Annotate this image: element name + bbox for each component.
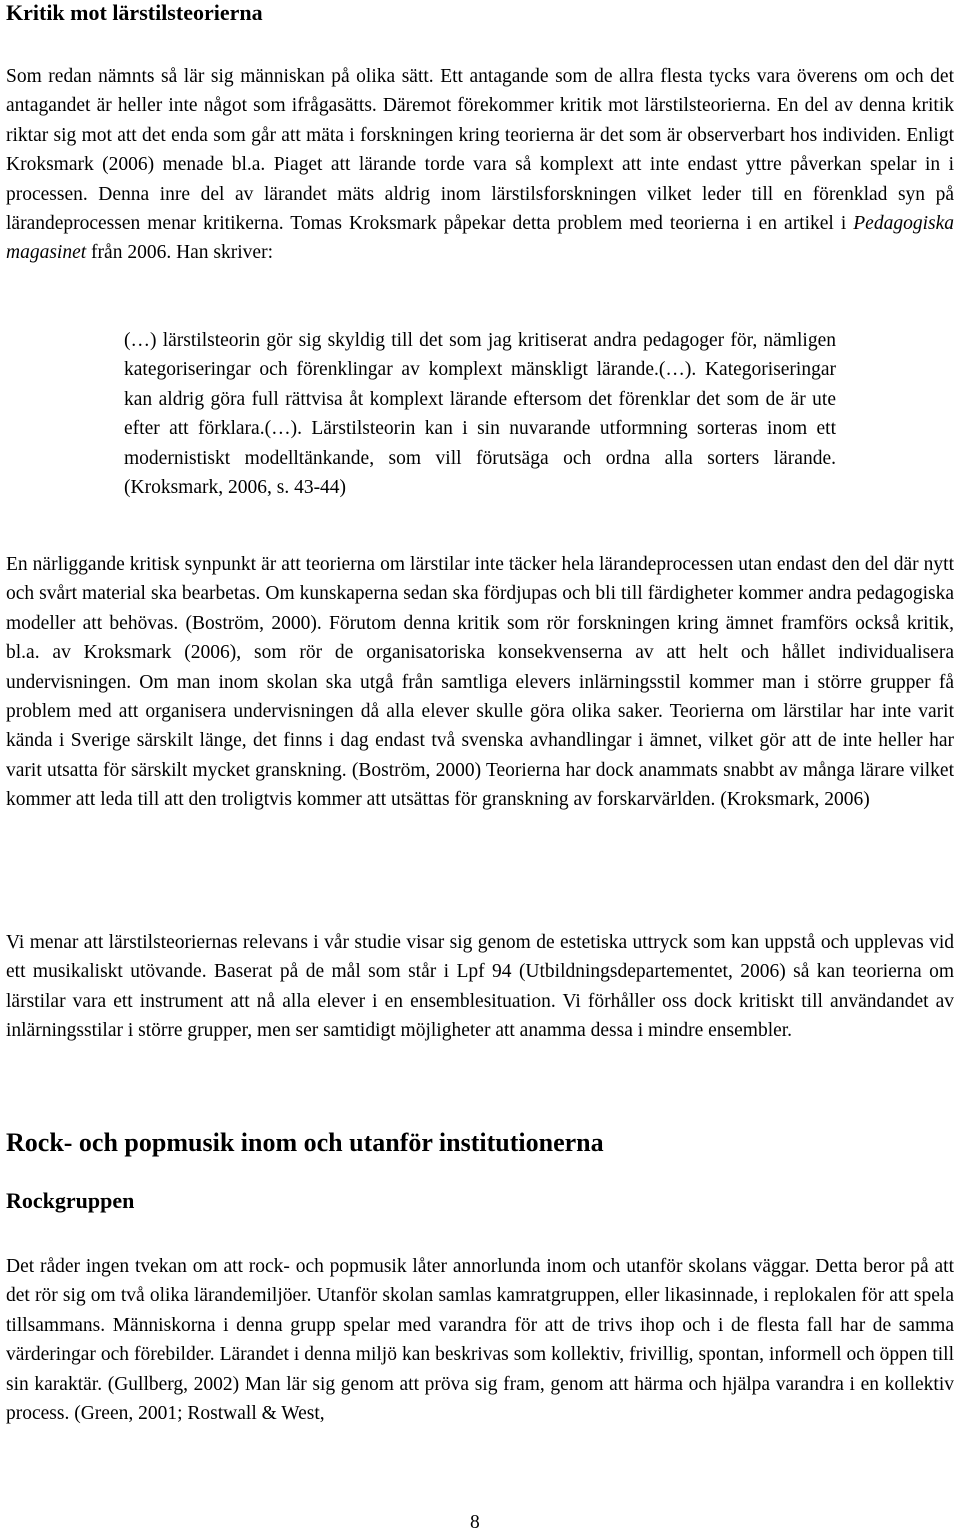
subsection-heading: Rockgruppen: [6, 1188, 135, 1213]
paragraph-relevance: Vi menar att lärstilsteoriernas relevans i vår studie visar sig genom de estetiska uttryck som kan uppstå och upplevas vid ett musikaliskt utövande. Baserat på de mål som står i Lpf 94 (Utbildningsdepartementet, 2006) så kan teorierna om lärstilar vara ett instrument att nå alla elever i en ensemblesituation. Vi förhåller oss dock kritiskt till användandet av inlärningsstilar i större grupper, men ser samtidigt möjligheter att anamma dessa i mindre ensembler.: [6, 932, 954, 1042]
chapter-heading: Rock- och popmusik inom och utanför institutionerna: [6, 1128, 604, 1157]
paragraph-criticism-text-a: Som redan nämnts så lär sig människan på olika sätt. Ett antagande som de allra flesta tycks vara överens om och det antagandet är heller inte något som ifrågasätts. Däremot förekommer kritik mot lärstilsteorierna. En del av denna kritik riktar sig mot att det enda som går att mäta i forskningen kring teorierna är det som är observerbart hos individen. Enligt Kroksmark (2006) menade bl.a. Piaget att lärande torde vara så komplext att inte endast yttre påverkan spelar in i processen. Denna inre del av lärandet mäts aldrig inom lärstilsforskningen vilket leder till en förenklad syn på lärandeprocessen menar kritikerna. Tomas Kroksmark påpekar detta problem med teorierna i en artikel i: [6, 66, 954, 235]
journal-title: Pedagogiska magasinet: [6, 213, 954, 264]
paragraph-criticism-text-b: från 2006. Han skriver:: [86, 242, 273, 264]
page-number: 8: [470, 1512, 480, 1533]
paragraph-criticism: [6, 62, 954, 268]
paragraph-rock-group: Det råder ingen tvekan om att rock- och popmusik låter annorlunda inom och utanför skolans väggar. Detta beror på att det rör sig om två olika lärandemiljöer. Utanför skolan samlas kamratgruppen, eller likasinnade, i replokalen för att spela tillsammans. Människorna i denna grupp spelar med varandra för att de trivs ihop och i de flesta fall har de samma värderingar och förebilder. Lärandet i denna miljö kan beskrivas som kollektiv, frivillig, spontan, informell och öppen till sin karaktär. (Gullberg, 2002) Man lär sig genom att pröva sig fram, genom att härma och hjälpa varandra i en kollektiv process. (Green, 2001; Rostwall & West,: [6, 1256, 954, 1425]
section-heading: Kritik mot lärstilsteorierna: [6, 0, 263, 25]
paragraph-related-critique: En närliggande kritisk synpunkt är att teorierna om lärstilar inte täcker hela lärandeprocessen utan endast den del där nytt och svårt material ska bearbetas. Om kunskaperna sedan ska fördjupas och bli till färdigheter kommer andra pedagogiska modeller att behövas. (Boström, 2000). Förutom denna kritik som rör forskningen kring ämnet framförs också kritik, bl.a. av Kroksmark (2006), som rör de organisatoriska konsekvenserna av att helt och hållet individualisera undervisningen. Om man inom skolan ska utgå från samtliga elevers inlärningsstil kommer man i större grupper få problem med att organisera undervisningen då alla elever skulle göra olika saker. Teorierna om lärstilar har inte varit kända i Sverige särskilt länge, det finns i dag endast två svenska avhandlingar i ämnet, vilket gör att de inte heller har varit utsatta för särskilt mycket granskning. (Boström, 2000) Teorierna har dock anammats snabbt av många lärare vilket kommer att leda till att den troligtvis kommer att utsättas för granskning av forskarvärlden. (Kroksmark, 2006): [6, 554, 954, 811]
block-quote: (…) lärstilsteorin gör sig skyldig till det som jag kritiserat andra pedagoger för, nämligen kategoriseringar och förenklingar av komplext mänskligt lärande.(…). Kategoriseringar kan aldrig göra full rättvisa åt komplext lärande eftersom det förenklar det som de är ute efter att förklara.(…). Lärstilsteorin kan i sin nuvarande utformning sorteras inom ett modernistiskt modelltänkande, som vill förutsäga och ordna alla sorters lärande. (Kroksmark, 2006, s. 43-44): [124, 330, 836, 499]
